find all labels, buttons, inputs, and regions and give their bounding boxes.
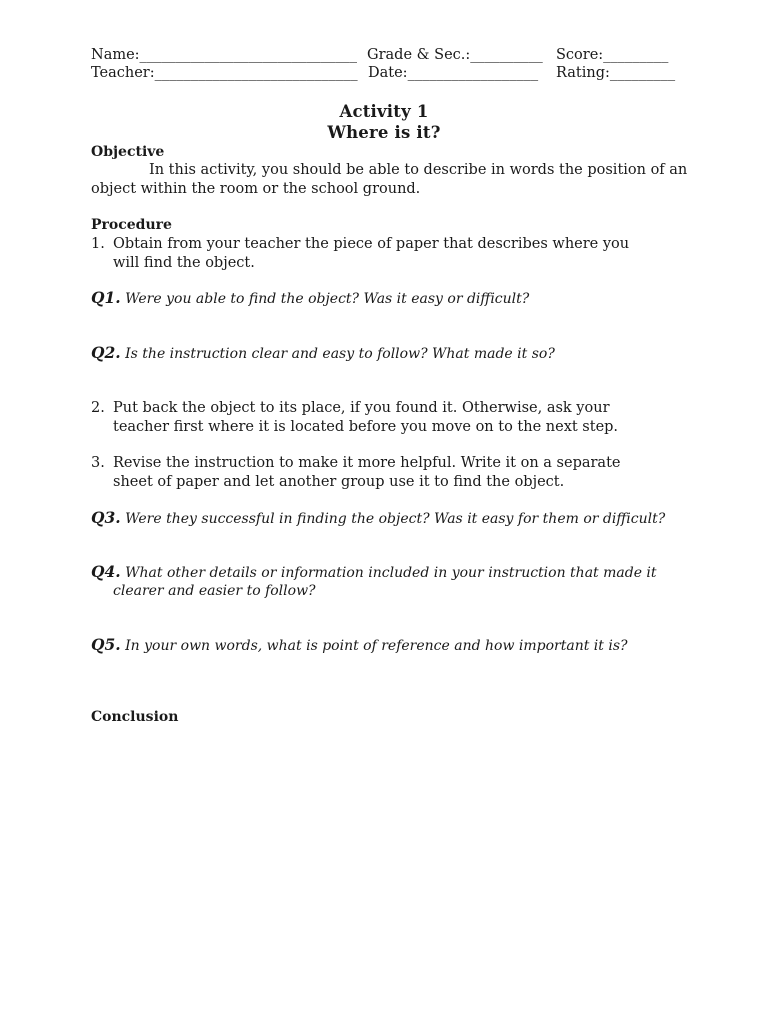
question-q1 <box>91 289 681 309</box>
question-text: In your own words, what is point of reference and how important it is? <box>125 638 628 654</box>
step-text-line1: Obtain from your teacher the piece of paper that describes where you <box>113 236 630 252</box>
step-number: 1. <box>91 236 105 252</box>
score-field[interactable]: Score:_________ <box>556 47 669 63</box>
activity-subtitle: Where is it? <box>327 123 441 142</box>
question-text-continued: clearer and easier to follow? <box>113 582 316 599</box>
step-text-line2: will find the object. <box>113 254 255 271</box>
procedure-heading: Procedure <box>91 217 172 233</box>
question-q4 <box>91 562 681 599</box>
teacher-field[interactable]: Teacher:____________________________ <box>91 65 358 81</box>
objective-text-line2: object within the room or the school ground. <box>91 181 421 197</box>
activity-title: Activity 1 <box>339 102 429 121</box>
step-number: 2. <box>91 400 105 416</box>
grade-section-field[interactable]: Grade & Sec.:__________ <box>367 47 543 63</box>
objective-text-line1: In this activity, you should be able to describe in words the position of an <box>149 162 688 178</box>
objective-heading: Objective <box>91 144 165 160</box>
question-text: Is the instruction clear and easy to follow? What made it so? <box>125 346 555 362</box>
question-label: Q3. <box>91 508 121 527</box>
question-text: Were you able to find the object? Was it easy or difficult? <box>125 291 530 307</box>
step-text <box>113 399 679 436</box>
step-text-line1: Revise the instruction to make it more helpful. Write it on a separate <box>113 455 621 471</box>
step-number: 3. <box>91 455 105 471</box>
question-q2 <box>91 344 681 364</box>
question-label: Q1. <box>91 288 121 307</box>
step-text-line2: teacher first where it is located before you move on to the next step. <box>113 418 619 435</box>
question-q5 <box>91 636 681 656</box>
question-q3 <box>91 509 681 529</box>
rating-field[interactable]: Rating:_________ <box>556 65 676 81</box>
question-text: What other details or information included in your instruction that made it <box>125 565 657 581</box>
question-label: Q5. <box>91 635 121 654</box>
date-field[interactable]: Date:__________________ <box>368 65 539 81</box>
step-text-line1: Put back the object to its place, if you found it. Otherwise, ask your <box>113 400 610 416</box>
step-text <box>113 235 679 272</box>
name-field[interactable]: Name:______________________________ <box>91 47 358 63</box>
question-label: Q4. <box>91 562 121 581</box>
step-text <box>113 454 679 491</box>
question-label: Q2. <box>91 343 121 362</box>
question-text: Were they successful in finding the object? Was it easy for them or difficult? <box>125 511 666 527</box>
step-text-line2: sheet of paper and let another group use it to find the object. <box>113 473 565 490</box>
conclusion-heading: Conclusion <box>91 709 179 725</box>
